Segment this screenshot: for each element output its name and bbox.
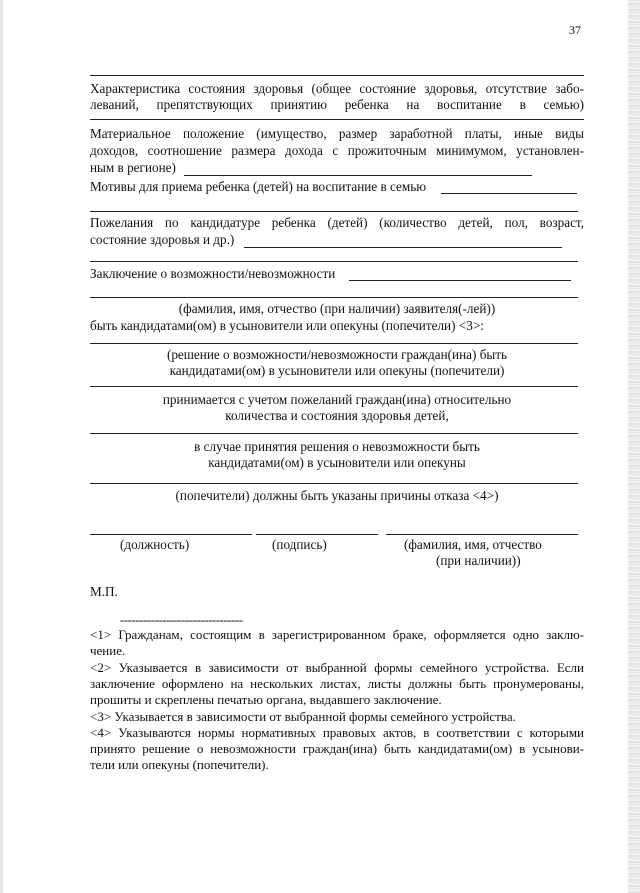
footnote-1-line-2: чение. bbox=[90, 643, 126, 658]
conclusion-label: Заключение о возможности/невозможности bbox=[90, 266, 336, 281]
scan-edge-left bbox=[0, 0, 3, 893]
material-line-2: доходов, соотношение размера дохода с прожиточным минимумом, установлен- bbox=[90, 143, 584, 158]
accepted-text-line-2: количества и состояния здоровья детей, bbox=[225, 408, 449, 423]
health-line-1: Характеристика состояния здоровья (общее состояние здоровья, отсутствие забо- bbox=[90, 81, 584, 96]
applicant-name-line bbox=[90, 297, 578, 298]
accepted-line bbox=[90, 386, 578, 387]
stamp-place: М.П. bbox=[90, 584, 118, 599]
footnote-4-line-3: тели или опекуны (попечители). bbox=[90, 757, 269, 772]
footnote-2-line-1: <2> Указывается в зависимости от выбранной формы семейного устройства. Если bbox=[90, 660, 584, 675]
reasons-line bbox=[90, 483, 578, 484]
position-caption: (должность) bbox=[120, 537, 190, 552]
reasons-caption: (попечители) должны быть указаны причины отказа <4>) bbox=[175, 488, 499, 503]
accepted-text-line-1: принимается с учетом пожеланий граждан(ина) относительно bbox=[162, 392, 512, 407]
scan-edge-right bbox=[628, 0, 640, 893]
refusal-line bbox=[90, 433, 578, 434]
footnote-4-line-2: принято решение о невозможности граждан(ина) быть кандидатами(ом) в усынови- bbox=[90, 741, 584, 756]
signature-line bbox=[256, 534, 378, 535]
full-name-caption-line-1: (фамилия, имя, отчество bbox=[404, 537, 542, 552]
motives-extra-line bbox=[90, 211, 578, 212]
position-line bbox=[90, 534, 252, 535]
health-top-line bbox=[90, 75, 584, 76]
page-number: 37 bbox=[569, 23, 581, 37]
wishes-line-2: состояние здоровья и др.) bbox=[90, 232, 235, 247]
material-line-3: ным в регионе) bbox=[90, 160, 176, 175]
decision-line bbox=[90, 343, 578, 344]
motives-label: Мотивы для приема ребенка (детей) на воспитание в семью bbox=[90, 179, 427, 194]
decision-caption-line-1: (решение о возможности/невозможности граждан(ина) быть bbox=[166, 347, 508, 362]
applicant-caption: (фамилия, имя, отчество (при наличии) заявителя(-лей)) bbox=[178, 301, 496, 316]
footnote-4-line-1: <4> Указываются нормы нормативных правовых актов, в соответствии с которыми bbox=[90, 725, 584, 740]
conclusion-answer-line bbox=[349, 280, 571, 281]
motives-answer-line bbox=[441, 193, 577, 194]
decision-caption-line-2: кандидатами(ом) в усыновители или опекуны (попечители) bbox=[169, 363, 505, 378]
candidates-text: быть кандидатами(ом) в усыновители или опекуны (попечители) <3>: bbox=[90, 318, 484, 333]
wishes-answer-line bbox=[244, 247, 562, 248]
footnote-separator: -------------------------------- bbox=[120, 612, 243, 627]
wishes-extra-line bbox=[90, 261, 578, 262]
footnote-2-line-3: прошиты и скреплены печатью органа, выдавшего заключение. bbox=[90, 692, 442, 707]
footnote-3-line-1: <3> Указывается в зависимости от выбранной формы семейного устройства. bbox=[90, 709, 516, 724]
refusal-text-line-2: кандидатами(ом) в усыновители или опекуны bbox=[208, 455, 466, 470]
health-line-2: леваний, препятствующих принятию ребенка на воспитание в семью) bbox=[90, 97, 584, 112]
health-answer-line bbox=[90, 119, 584, 120]
material-answer-line bbox=[184, 175, 532, 176]
signature-caption: (подпись) bbox=[272, 537, 327, 552]
material-line-1: Материальное положение (имущество, размер заработной платы, иные виды bbox=[90, 126, 584, 141]
full-name-line bbox=[386, 534, 578, 535]
full-name-caption-line-2: (при наличии)) bbox=[436, 553, 521, 568]
footnote-2-line-2: заключение оформлено на нескольких листах, листы должны быть пронумерованы, bbox=[90, 676, 584, 691]
wishes-line-1: Пожелания по кандидатуре ребенка (детей) (количество детей, пол, возраст, bbox=[90, 215, 584, 230]
refusal-text-line-1: в случае принятия решения о невозможности быть bbox=[194, 439, 480, 454]
footnote-1-line-1: <1> Гражданам, состоящим в зарегистрированном браке, оформляется одно заклю- bbox=[90, 627, 584, 642]
